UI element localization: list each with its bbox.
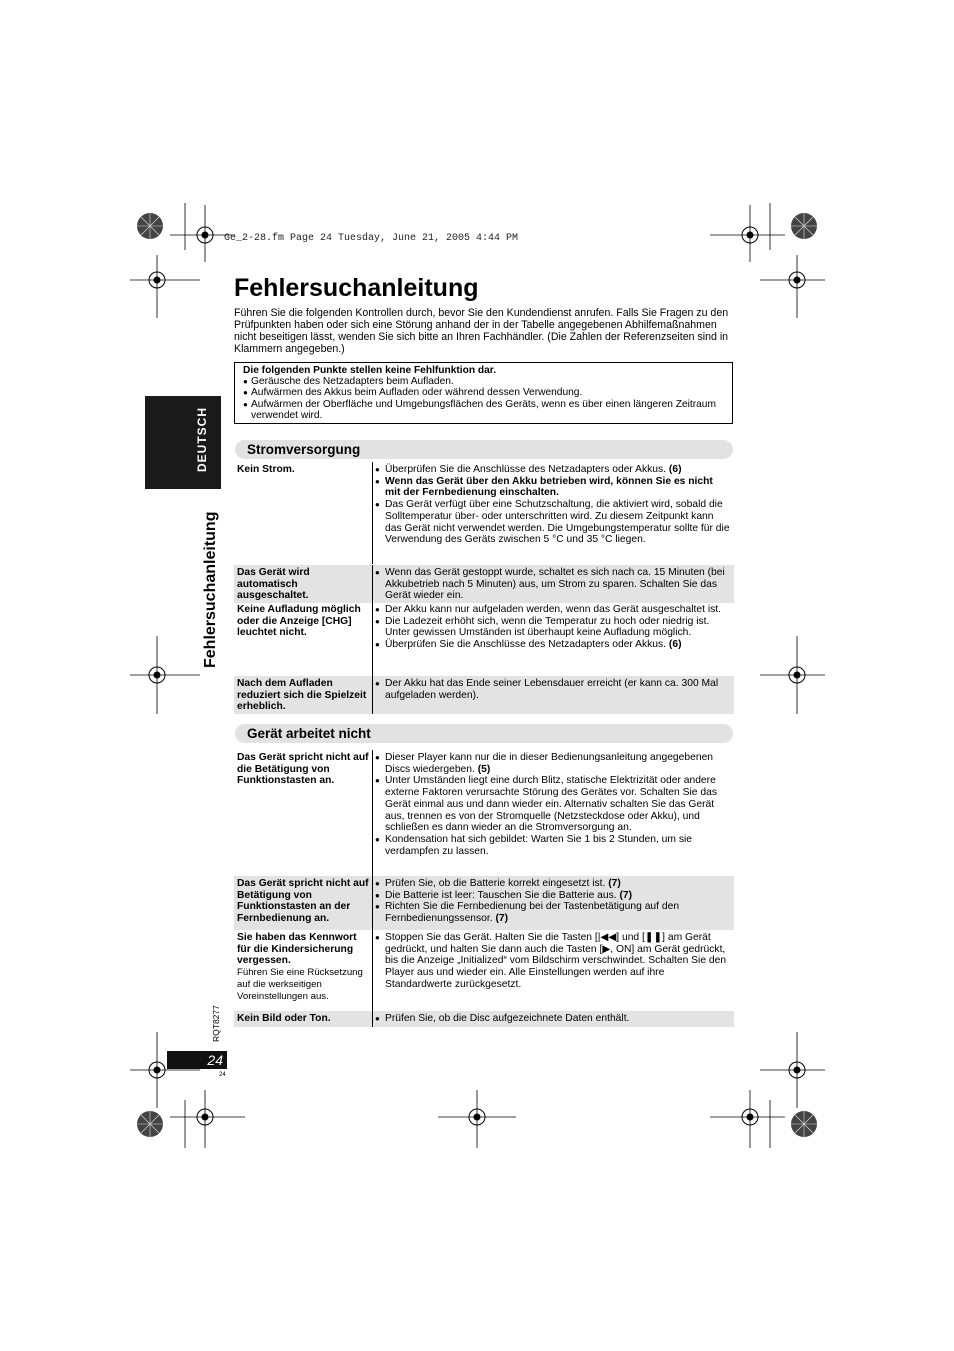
solution-cell xyxy=(373,876,734,930)
solution-item: ● Kondensation hat sich gebildet: Warten Sie 1 bis 2 Stunden, um sie verdampfen zu lassen. xyxy=(375,834,731,857)
section-heading-geraet-arbeitet-nicht: Gerät arbeitet nicht xyxy=(235,724,733,743)
solution-item: ● Prüfen Sie, ob die Batterie korrekt eingesetzt ist. (7) xyxy=(375,878,731,890)
table-row xyxy=(234,876,734,930)
solution-item: ● Richten Sie die Fernbedienung bei der Tastenbetätigung auf den Fernbedienungssensor. (7) xyxy=(375,901,731,924)
table-row xyxy=(234,930,734,1011)
note-item: ● Aufwärmen des Akkus beim Aufladen oder während dessen Verwendung. xyxy=(243,387,724,398)
solution-cell xyxy=(373,565,734,603)
problem-cell: Nach dem Aufladen reduziert sich die Spielzeit erheblich. xyxy=(234,676,373,714)
problem-cell: Kein Bild oder Ton. xyxy=(234,1011,373,1027)
solution-item: ● Dieser Player kann nur die in dieser Bedienungsanleitung angegebenen Discs wiedergeben. (5) xyxy=(375,752,731,775)
page-title: Fehlersuchanleitung xyxy=(234,274,479,302)
solution-cell xyxy=(373,676,734,714)
solution-item: ● Überprüfen Sie die Anschlüsse des Netzadapters oder Akkus. (6) xyxy=(375,639,731,651)
table-row xyxy=(234,462,734,564)
problem-cell: Keine Aufladung möglich oder die Anzeige [CHG] leuchtet nicht. xyxy=(234,602,373,676)
solution-item: ● Die Batterie ist leer: Tauschen Sie die Batterie aus. (7) xyxy=(375,890,731,902)
solution-item: ● Die Ladezeit erhöht sich, wenn die Temperatur zu hoch oder niedrig ist. Unter gewissen Umständen ist überhaupt keine Aufladung möglich. xyxy=(375,616,731,639)
problem-cell: Kein Strom. xyxy=(234,462,373,564)
section-heading-stromversorgung: Stromversorgung xyxy=(235,440,733,459)
solution-item: ● Der Akku hat das Ende seiner Lebensdauer erreicht (er kann ca. 300 Mal aufgeladen werden). xyxy=(375,678,731,701)
solution-item: ● Überprüfen Sie die Anschlüsse des Netzadapters oder Akkus. (6) xyxy=(375,464,731,476)
problem-cell: Das Gerät wird automatisch ausgeschaltet. xyxy=(234,565,373,603)
intro-paragraph: Führen Sie die folgenden Kontrollen durch, bevor Sie den Kundendienst anrufen. Falls Sie Fragen zu den Prüfpunkten haben oder sich eine Störung anhand der in der Tabelle angegebenen Abhilfemaßnahmen nicht beseitigen lässt, wenden Sie sich bitte an Ihren Fachhändler. (Die Zahlen der Referenzseiten sind in Klammern angegeben.) xyxy=(234,307,729,355)
solution-item: ● Wenn das Gerät über den Akku betrieben wird, können Sie es nicht mit der Fernbedienung einschalten. xyxy=(375,476,731,499)
solution-cell xyxy=(373,750,734,876)
table-row xyxy=(234,1011,734,1027)
language-label: DEUTSCH xyxy=(195,406,209,472)
solution-item: ● Der Akku kann nur aufgeladen werden, wenn das Gerät ausgeschaltet ist. xyxy=(375,604,731,616)
problem-cell: Das Gerät spricht nicht auf Betätigung von Funktionstasten an der Fernbedienung an. xyxy=(234,876,373,930)
problem-cell: Das Gerät spricht nicht auf die Betätigung von Funktionstasten an. xyxy=(234,750,373,876)
solution-cell xyxy=(373,930,734,1011)
problem-note: Führen Sie eine Rücksetzung auf die werkseitigen Voreinstellungen aus. xyxy=(237,967,363,1002)
language-tab xyxy=(145,396,221,489)
solution-cell xyxy=(373,602,734,676)
solution-item: ● Das Gerät verfügt über eine Schutzschaltung, die aktiviert wird, sobald die Solltemperatur über- oder unterschritten wird. Zu diesem Zeitpunkt kann das Gerät nicht verwendet werden. Die Umgebungstemperatur sollte für die Verwendung des Geräts zwischen 5 °C und 35 °C liegen. xyxy=(375,499,731,546)
side-section-title: Fehlersuchanleitung xyxy=(202,511,219,668)
page-number: 24 xyxy=(167,1051,227,1069)
table-row xyxy=(234,750,734,876)
table-row xyxy=(234,602,734,676)
solution-item: ● Unter Umständen liegt eine durch Blitz, statische Elektrizität oder andere externe Faktoren verursachte Störung des Gerätes vor. Schalten Sie das Gerät einmal aus und dann wieder ein. Alternativ schalten Sie das Gerät aus, trennen es von der Stromquelle (Netzsteckdose oder Akku), und schließen es dann wieder an die Stromversorgung an. xyxy=(375,775,731,834)
note-item: ● Aufwärmen der Oberfläche und Umgebungsflächen des Geräts, wenn es über einen längeren Zeitraum verwendet wird. xyxy=(243,399,724,421)
solution-cell xyxy=(373,462,734,564)
problem-cell: Sie haben das Kennwort für die Kindersicherung vergessen. Führen Sie eine Rücksetzung auf die werkseitigen Voreinstellungen aus. xyxy=(234,930,373,1011)
note-box xyxy=(234,362,733,424)
small-page-number: 24 xyxy=(219,1072,226,1078)
model-code: RQT8277 xyxy=(211,1005,221,1042)
note-item: ● Geräusche des Netzadapters beim Aufladen. xyxy=(243,376,724,387)
solution-item: ● Stoppen Sie das Gerät. Halten Sie die Tasten [|◀◀] und [❚❚] am Gerät gedrückt, und halten Sie dann auch die Tasten [▶, ON] am Gerät gedrückt, bis die Anzeige „Initialized“ vom Bildschirm verschwindet. Schalten Sie den Player aus und wieder ein. Alle Einstellungen werden auf ihre Standardwerte zurückgesetzt. xyxy=(375,932,731,991)
solution-item: ● Prüfen Sie, ob die Disc aufgezeichnete Daten enthält. xyxy=(375,1013,731,1025)
table-row xyxy=(234,565,734,603)
solution-cell xyxy=(373,1011,734,1027)
solution-item: ● Wenn das Gerät gestoppt wurde, schaltet es sich nach ca. 15 Minuten (bei Akkubetrieb nach 5 Minuten) aus, um Strom zu sparen. Schalten Sie das Gerät wieder ein. xyxy=(375,567,731,602)
note-title: Die folgenden Punkte stellen keine Fehlfunktion dar. xyxy=(243,365,497,376)
table-row xyxy=(234,676,734,714)
file-header-line: Ge_2-28.fm Page 24 Tuesday, June 21, 2005 4:44 PM xyxy=(224,233,519,244)
